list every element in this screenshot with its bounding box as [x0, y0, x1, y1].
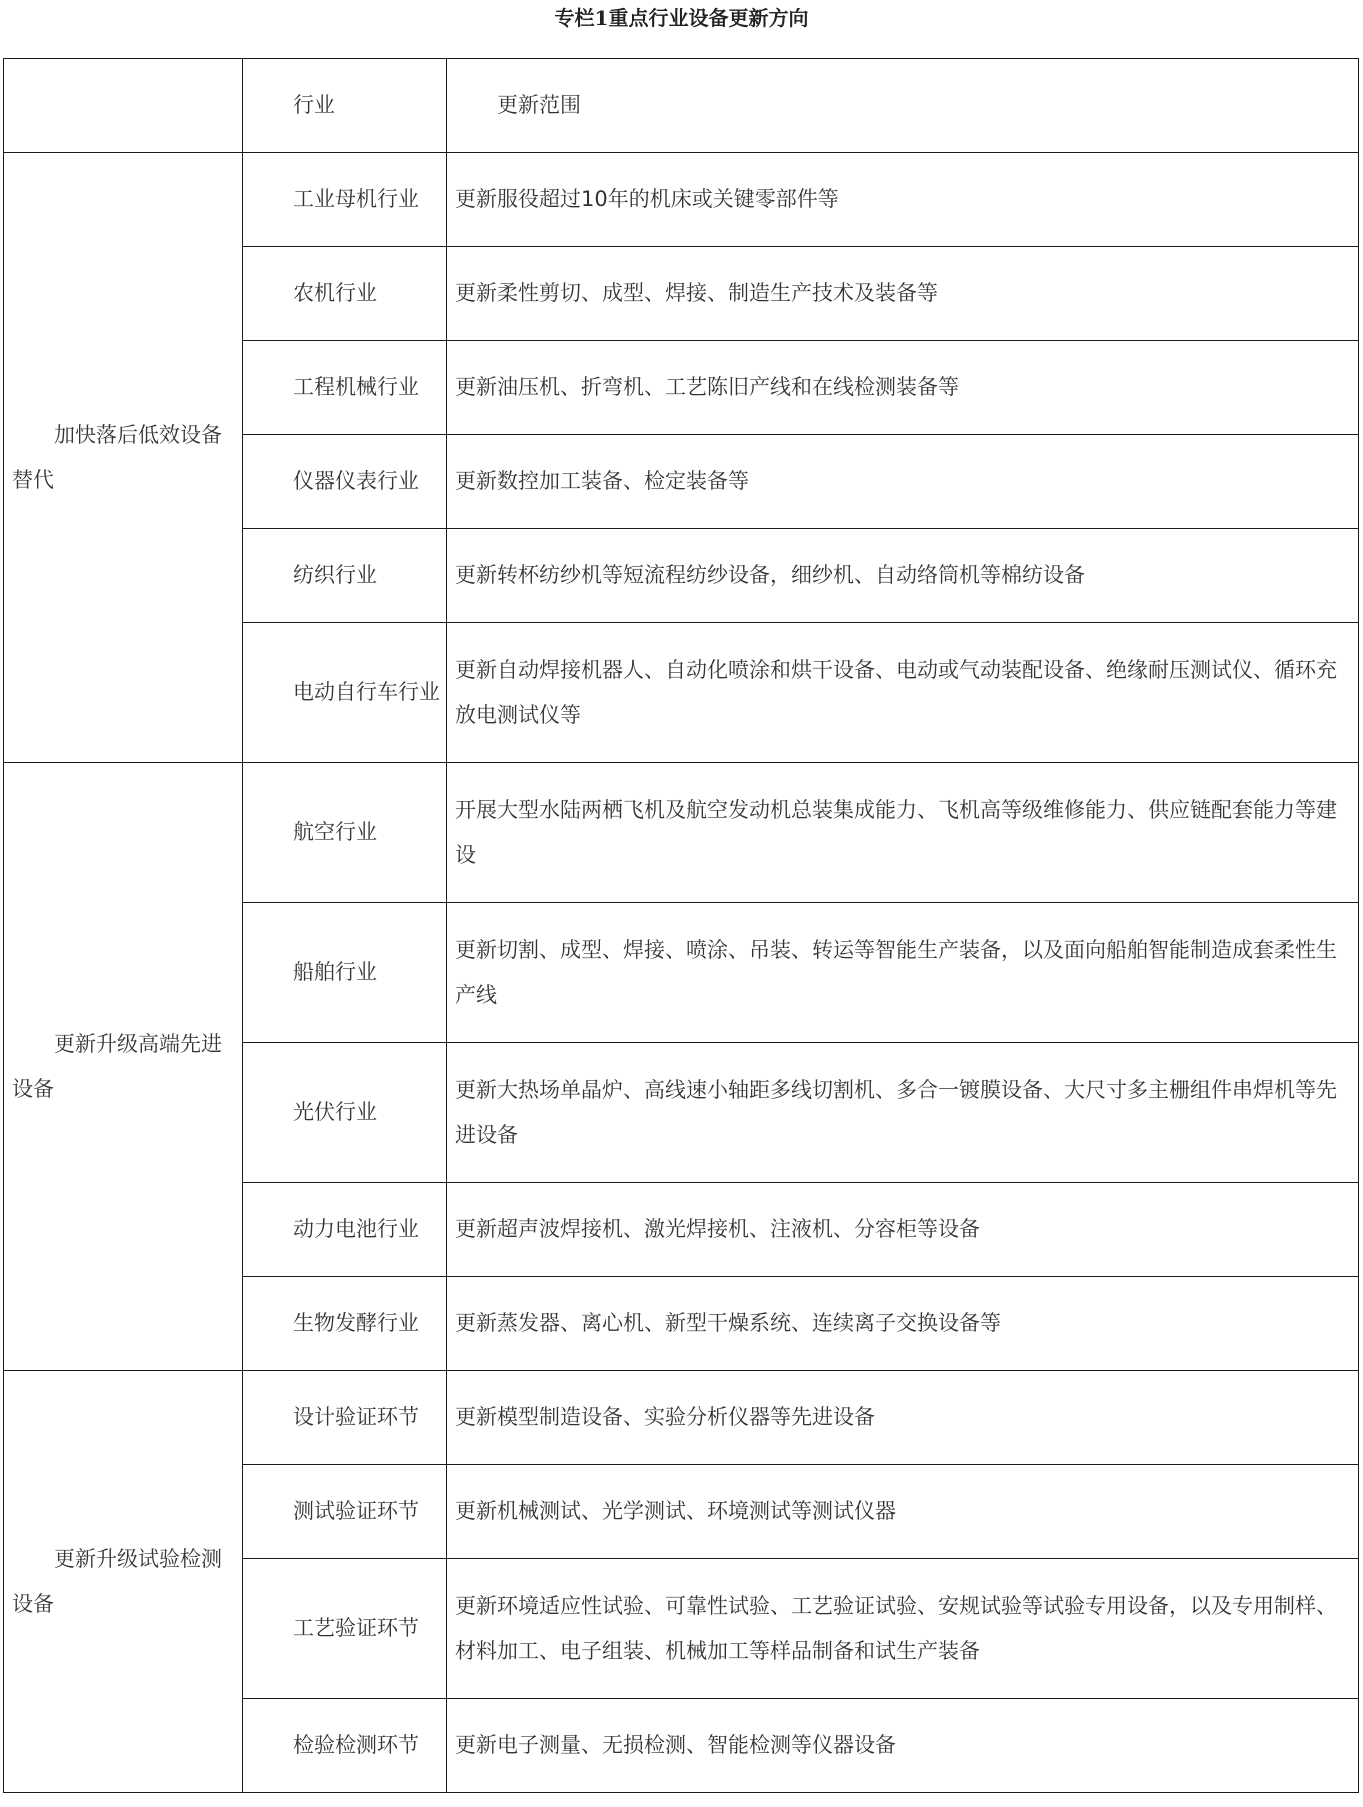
header-industry: 行业	[243, 59, 447, 153]
scope-cell: 更新模型制造设备、实验分析仪器等先进设备	[447, 1371, 1359, 1465]
scope-cell: 更新自动焊接机器人、自动化喷涂和烘干设备、电动或气动装配设备、绝缘耐压测试仪、循环充放电测试仪等	[447, 623, 1359, 763]
industry-cell: 电动自行车行业	[243, 623, 447, 763]
page-title: 专栏1重点行业设备更新方向	[554, 6, 809, 30]
scope-cell: 更新切割、成型、焊接、喷涂、吊装、转运等智能生产装备，以及面向船舶智能制造成套柔性生产线	[447, 903, 1359, 1043]
category-cell: 更新升级高端先进设备	[4, 763, 243, 1371]
scope-cell: 更新电子测量、无损检测、智能检测等仪器设备	[447, 1699, 1359, 1793]
industry-cell: 航空行业	[243, 763, 447, 903]
industry-cell: 工业母机行业	[243, 153, 447, 247]
header-category	[4, 59, 243, 153]
industry-cell: 农机行业	[243, 247, 447, 341]
equipment-update-table	[3, 58, 1359, 1793]
scope-cell: 更新服役超过10年的机床或关键零部件等	[447, 153, 1359, 247]
industry-cell: 动力电池行业	[243, 1183, 447, 1277]
scope-cell: 更新大热场单晶炉、高线速小轴距多线切割机、多合一镀膜设备、大尺寸多主栅组件串焊机等先进设备	[447, 1043, 1359, 1183]
industry-cell: 设计验证环节	[243, 1371, 447, 1465]
scope-cell: 更新转杯纺纱机等短流程纺纱设备，细纱机、自动络筒机等棉纺设备	[447, 529, 1359, 623]
scope-cell: 更新蒸发器、离心机、新型干燥系统、连续离子交换设备等	[447, 1277, 1359, 1371]
scope-cell: 更新柔性剪切、成型、焊接、制造生产技术及装备等	[447, 247, 1359, 341]
industry-cell: 检验检测环节	[243, 1699, 447, 1793]
industry-cell: 工程机械行业	[243, 341, 447, 435]
scope-cell: 更新超声波焊接机、激光焊接机、注液机、分容柜等设备	[447, 1183, 1359, 1277]
scope-cell: 更新油压机、折弯机、工艺陈旧产线和在线检测装备等	[447, 341, 1359, 435]
scope-cell: 更新机械测试、光学测试、环境测试等测试仪器	[447, 1465, 1359, 1559]
category-cell: 更新升级试验检测设备	[4, 1371, 243, 1793]
table-header-row	[4, 59, 1359, 153]
header-scope: 更新范围	[447, 59, 1359, 153]
industry-cell: 测试验证环节	[243, 1465, 447, 1559]
scope-cell: 更新环境适应性试验、可靠性试验、工艺验证试验、安规试验等试验专用设备，以及专用制样、材料加工、电子组装、机械加工等样品制备和试生产装备	[447, 1559, 1359, 1699]
industry-cell: 光伏行业	[243, 1043, 447, 1183]
table-row	[4, 763, 1359, 903]
scope-cell: 开展大型水陆两栖飞机及航空发动机总装集成能力、飞机高等级维修能力、供应链配套能力等建设	[447, 763, 1359, 903]
scope-cell: 更新数控加工装备、检定装备等	[447, 435, 1359, 529]
category-cell: 加快落后低效设备替代	[4, 153, 243, 763]
industry-cell: 仪器仪表行业	[243, 435, 447, 529]
industry-cell: 工艺验证环节	[243, 1559, 447, 1699]
industry-cell: 纺织行业	[243, 529, 447, 623]
table-row	[4, 1371, 1359, 1465]
table-row	[4, 153, 1359, 247]
industry-cell: 船舶行业	[243, 903, 447, 1043]
industry-cell: 生物发酵行业	[243, 1277, 447, 1371]
